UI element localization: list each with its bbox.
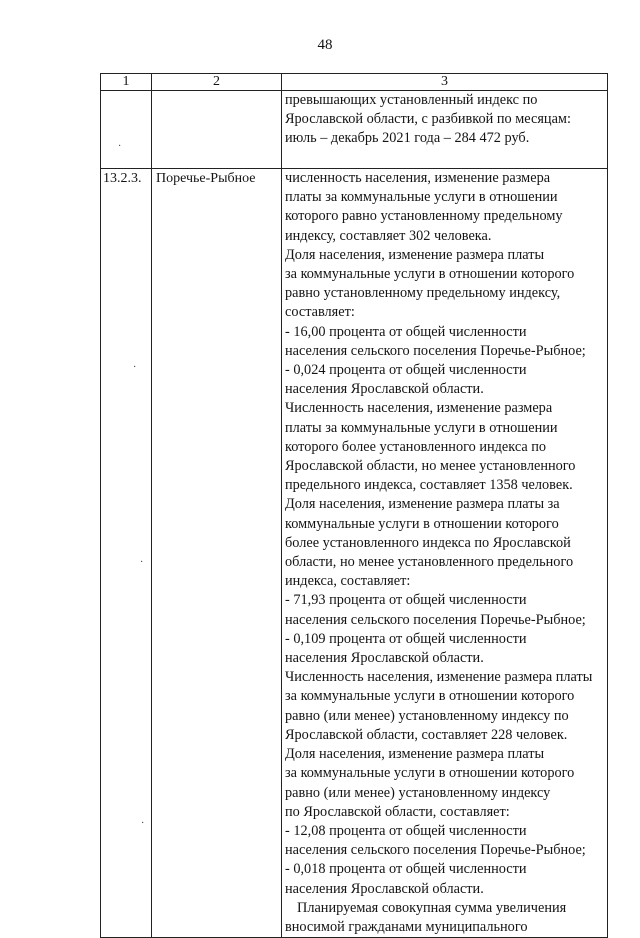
scan-dot-mark: ·: [133, 362, 137, 373]
text-line: - 12,08 процента от общей численности: [285, 822, 527, 839]
text-line: Численность населения, изменение размера платы: [285, 669, 593, 686]
text-line: населения сельского поселения Поречье-Рыбное;: [285, 842, 586, 859]
continuation-cell-name: [152, 91, 282, 169]
text-line: которого равно установленному предельному: [285, 208, 563, 225]
text-line: предельного индекса, составляет 1358 человек.: [285, 477, 573, 494]
page-number: 48: [317, 37, 333, 53]
text-line: июль – декабрь 2021 года – 284 472 руб.: [285, 130, 530, 147]
scan-dot-mark: ·: [118, 141, 122, 152]
text-line: Численность населения, изменение размера: [285, 400, 553, 417]
text-line: которого более установленного индекса по: [285, 438, 547, 455]
text-line: Планируемая совокупная сумма увеличения: [297, 899, 567, 916]
text-line: равно (или менее) установленному индексу по: [285, 707, 569, 724]
text-line: Ярославской области, составляет 228 человек.: [285, 726, 568, 743]
text-line: - 0,018 процента от общей численности: [285, 861, 527, 878]
text-line: населения сельского поселения Поречье-Рыбное;: [285, 342, 586, 359]
text-line: превышающих установленный индекс по: [285, 92, 538, 108]
text-line: за коммунальные услуги в отношении которого: [285, 266, 575, 283]
row-description-cell: [282, 169, 608, 938]
text-line: более установленного индекса по Ярославской: [285, 534, 571, 551]
text-line: составляет:: [285, 304, 355, 321]
text-line: индексу, составляет 302 человека.: [285, 227, 492, 244]
text-line: населения Ярославской области.: [285, 381, 484, 398]
text-line: численность населения, изменение размера: [285, 170, 551, 186]
column-header-1: 1: [101, 74, 152, 91]
text-line: населения Ярославской области.: [285, 880, 484, 897]
text-line: вносимой гражданами муниципального: [285, 918, 528, 935]
document-table: [100, 73, 608, 938]
text-line: за коммунальные услуги в отношении которого: [285, 765, 575, 782]
text-line: коммунальные услуги в отношении которого: [285, 515, 559, 532]
text-line: - 0,024 процента от общей численности: [285, 362, 527, 379]
column-header-2: 2: [152, 74, 282, 91]
text-line: равно установленному предельному индексу,: [285, 285, 561, 302]
row-name-cell: [152, 169, 282, 938]
scan-dot-mark: ·: [140, 557, 144, 568]
table-row-continuation: [101, 91, 608, 169]
text-line: равно (или менее) установленному индексу: [285, 784, 551, 801]
scan-dot-mark: ·: [141, 818, 145, 829]
continuation-cell-text: [282, 91, 608, 169]
text-line: области, но менее установленного предельного: [285, 554, 574, 571]
text-line: за коммунальные услуги в отношении которого: [285, 688, 575, 705]
table-header-row: [101, 74, 608, 91]
text-line: - 0,109 процента от общей численности: [285, 630, 527, 647]
text-line: - 71,93 процента от общей численности: [285, 592, 527, 609]
text-line: Доля населения, изменение размера платы: [285, 246, 545, 263]
text-line: населения Ярославской области.: [285, 650, 484, 667]
text-line: населения сельского поселения Поречье-Рыбное;: [285, 611, 586, 628]
text-line: - 16,00 процента от общей численности: [285, 323, 527, 340]
text-line: Доля населения, изменение размера платы за: [285, 496, 560, 513]
text-line: индекса, составляет:: [285, 573, 411, 590]
continuation-cell-number: [101, 91, 152, 169]
text-line: по Ярославской области, составляет:: [285, 803, 510, 820]
text-line: платы за коммунальные услуги в отношении: [285, 189, 558, 206]
row-number: 13.2.3.: [103, 171, 142, 186]
table-row: [101, 169, 608, 938]
text-line: Ярославской области, с разбивкой по месяцам:: [285, 111, 571, 128]
column-header-3: 3: [282, 74, 608, 91]
text-line: платы за коммунальные услуги в отношении: [285, 419, 558, 436]
text-line: Ярославской области, но менее установленного: [285, 458, 576, 475]
settlement-name: Поречье-Рыбное: [156, 171, 256, 186]
text-line: Доля населения, изменение размера платы: [285, 746, 545, 763]
